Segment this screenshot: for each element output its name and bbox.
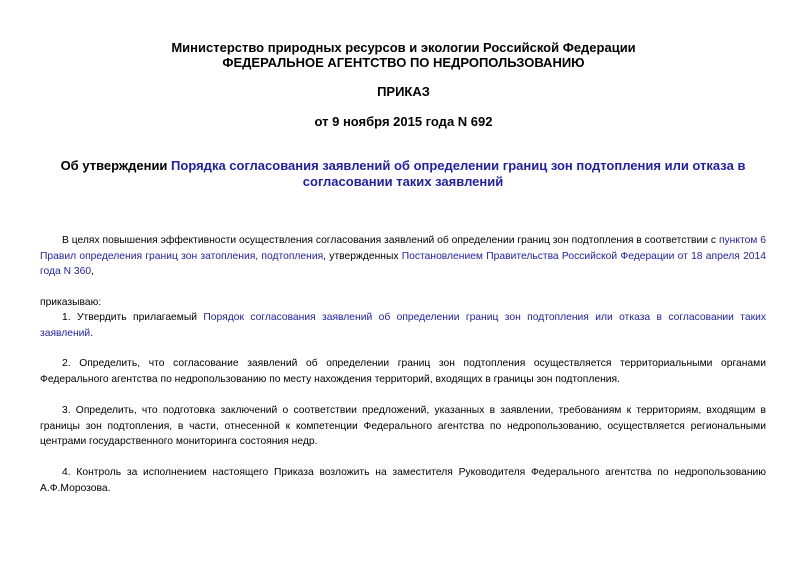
item-1-text: 1. Утвердить прилагаемый (62, 312, 204, 323)
agency-heading: ФЕДЕРАЛЬНОЕ АГЕНТСТВО ПО НЕДРОПОЛЬЗОВАНИЮ (222, 55, 585, 70)
preamble-paragraph (40, 233, 766, 280)
rules-link[interactable]: пунктом 6 Правил определения границ зон затопления, подтопления (40, 235, 766, 262)
preamble-text-3: , (91, 266, 94, 277)
title-link[interactable]: Порядка согласования заявлений об определении границ зон подтопления или отказа в согласовании таких заявлений (171, 158, 746, 189)
preamble-text-1: В целях повышения эффективности осуществления согласования заявлений об определении границ зон подтопления в соответствии с (62, 235, 719, 246)
order-item-4: 4. Контроль за исполнением настоящего Приказа возложить на заместителя Руководителя Федерального агентства по недропользованию А.Ф.Морозова. (40, 467, 766, 494)
preamble-text-2: , утвержденных (323, 250, 402, 262)
order-item-1 (40, 310, 766, 341)
order-item-2: 2. Определить, что согласование заявлений об определении границ зон подтопления осуществляется территориальными органами Федерального агентства по недропользованию по месту нахождения территорий, входящих в границы зон подтопления. (40, 358, 766, 385)
ministry-heading: Министерство природных ресурсов и экологии Российской Федерации (171, 40, 636, 55)
document-date: от 9 ноября 2015 года N 692 (314, 114, 493, 129)
title-prefix: Об утверждении (60, 158, 172, 173)
order-word: приказываю: (40, 297, 102, 308)
item-1-end: . (90, 327, 94, 339)
document-title (40, 158, 766, 190)
document-type: ПРИКАЗ (377, 84, 430, 99)
order-item-3: 3. Определить, что подготовка заключений о соответствии предложений, указанных в заявлении, требованиям к территориям, входящим в границы зон подтопления, в части, отнесенной к компетенции Федерального агентства по недропользованию, осуществляется региональными центрами государственного мониторинга состояния недр. (40, 405, 766, 447)
government-decree-link[interactable]: Постановлением Правительства Российской Федерации от 18 апреля 2014 года N 360 (40, 250, 766, 277)
procedure-link[interactable]: Порядок согласования заявлений об определении границ зон подтопления или отказа в согласовании таких заявлений (40, 312, 766, 339)
